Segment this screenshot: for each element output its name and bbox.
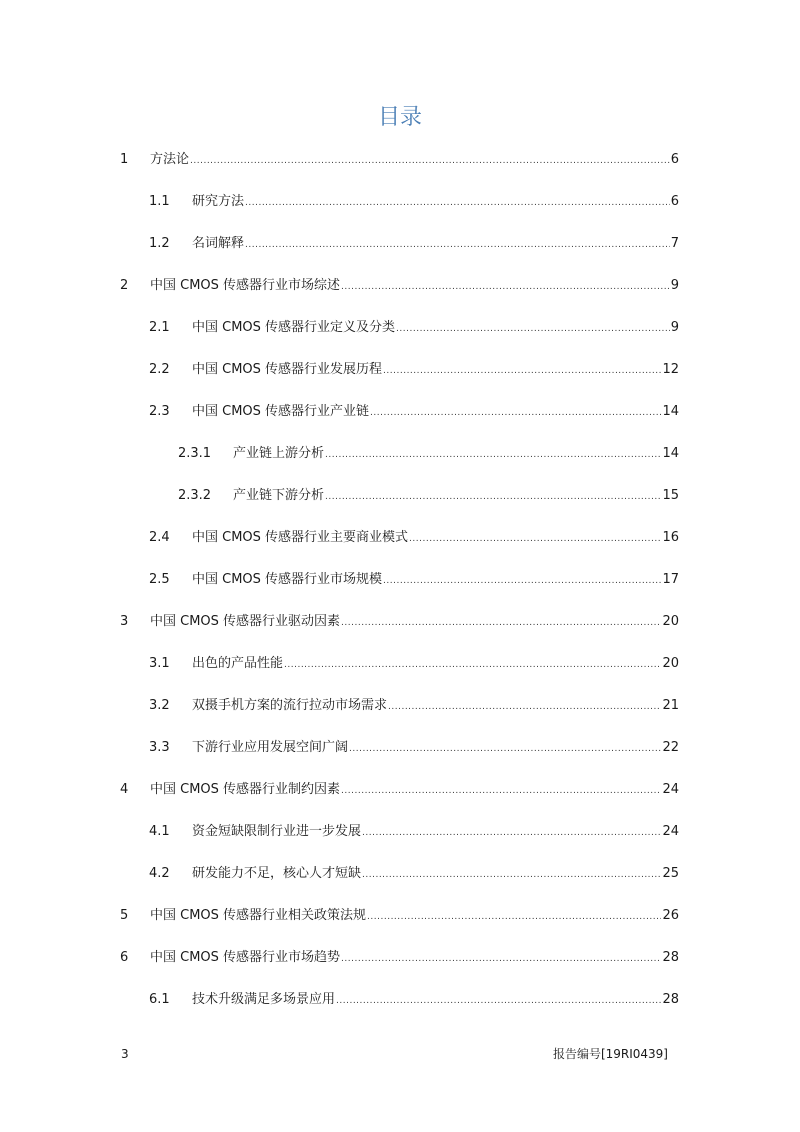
toc-entry-number: 3	[120, 614, 129, 629]
toc-entry-title: 中国 CMOS 传感器行业市场趋势	[150, 950, 341, 965]
toc-entry-page: 24	[662, 824, 679, 839]
toc-entry[interactable]	[120, 149, 679, 171]
toc-entry[interactable]	[149, 863, 679, 885]
toc-entry-page: 28	[662, 950, 679, 965]
toc-leader-dots	[388, 696, 661, 718]
toc-entry-title: 中国 CMOS 传感器行业市场规模	[192, 572, 383, 587]
toc-entry-page: 15	[662, 488, 679, 503]
toc-entry-number: 3.2	[149, 698, 170, 713]
toc-entry-number: 2.3	[149, 404, 170, 419]
toc-entry-number: 6	[120, 950, 129, 965]
toc-entry[interactable]	[120, 905, 679, 927]
toc-entry-page: 6	[670, 152, 679, 167]
toc-leader-dots	[284, 654, 661, 676]
toc-leader-dots	[325, 444, 661, 466]
toc-entry-title: 中国 CMOS 传感器行业相关政策法规	[150, 908, 367, 923]
toc-entry[interactable]	[149, 737, 679, 759]
toc-leader-dots	[362, 822, 661, 844]
toc-entry-title: 方法论	[150, 152, 190, 167]
toc-entry-page: 20	[662, 656, 679, 671]
toc-entry[interactable]	[149, 233, 679, 255]
toc-entry-page: 14	[662, 446, 679, 461]
toc-entry[interactable]	[149, 695, 679, 717]
toc-entry-page: 9	[670, 278, 679, 293]
toc-entry-page: 9	[670, 320, 679, 335]
toc-entry-number: 2.1	[149, 320, 170, 335]
toc-entry-number: 4	[120, 782, 129, 797]
toc-entry-page: 28	[662, 992, 679, 1007]
toc-entry[interactable]	[149, 821, 679, 843]
toc-entry[interactable]	[149, 527, 679, 549]
toc-leader-dots	[383, 360, 661, 382]
toc-entry-title: 中国 CMOS 传感器行业驱动因素	[150, 614, 341, 629]
toc-entry[interactable]	[178, 443, 679, 465]
toc-leader-dots	[367, 906, 661, 928]
toc-leader-dots	[245, 192, 670, 214]
toc-entry-title: 研发能力不足，核心人才短缺	[192, 866, 362, 881]
toc-entry[interactable]	[149, 359, 679, 381]
toc-entry-page: 7	[670, 236, 679, 251]
toc-leader-dots	[370, 402, 661, 424]
toc-entry-number: 1	[120, 152, 129, 167]
toc-entry-number: 2.2	[149, 362, 170, 377]
toc-entry-title: 中国 CMOS 传感器行业产业链	[192, 404, 370, 419]
toc-leader-dots	[349, 738, 661, 760]
toc-entry-title: 中国 CMOS 传感器行业发展历程	[192, 362, 383, 377]
toc-entry-page: 20	[662, 614, 679, 629]
toc-leader-dots	[362, 864, 661, 886]
toc-entry-number: 2.5	[149, 572, 170, 587]
toc-entry-number: 3.3	[149, 740, 170, 755]
toc-leader-dots	[409, 528, 661, 550]
toc-entry-page: 21	[662, 698, 679, 713]
toc-entry-number: 3.1	[149, 656, 170, 671]
toc-leader-dots	[396, 318, 670, 340]
toc-entry[interactable]	[120, 779, 679, 801]
toc-leader-dots	[383, 570, 661, 592]
toc-entry-title: 名词解释	[192, 236, 245, 251]
toc-entry-title: 中国 CMOS 传感器行业定义及分类	[192, 320, 396, 335]
toc-entry-title: 中国 CMOS 传感器行业制约因素	[150, 782, 341, 797]
toc-entry[interactable]	[120, 275, 679, 297]
toc-leader-dots	[336, 990, 661, 1012]
toc-entry-page: 22	[662, 740, 679, 755]
toc-entry[interactable]	[149, 989, 679, 1011]
report-code: 报告编号[19RI0439]	[552, 1047, 668, 1061]
toc-entry-number: 4.1	[149, 824, 170, 839]
toc-entry-page: 17	[662, 572, 679, 587]
toc-entry-number: 6.1	[149, 992, 170, 1007]
toc-leader-dots	[190, 150, 670, 172]
toc-entry-number: 2.3.1	[178, 446, 212, 461]
toc-entry-title: 资金短缺限制行业进一步发展	[192, 824, 362, 839]
toc-entry-title: 中国 CMOS 传感器行业市场综述	[150, 278, 341, 293]
toc-entry[interactable]	[149, 317, 679, 339]
toc-entry-number: 1.2	[149, 236, 170, 251]
toc-entry-title: 双摄手机方案的流行拉动市场需求	[192, 698, 388, 713]
toc-entry-title: 产业链上游分析	[233, 446, 325, 461]
toc-entry-title: 技术升级满足多场景应用	[192, 992, 336, 1007]
toc-entry-number: 5	[120, 908, 129, 923]
toc-entry-page: 14	[662, 404, 679, 419]
toc-entry-page: 12	[662, 362, 679, 377]
toc-entry-title: 出色的产品性能	[192, 656, 284, 671]
toc-leader-dots	[341, 948, 661, 970]
toc-leader-dots	[341, 612, 661, 634]
toc-entry-page: 25	[662, 866, 679, 881]
toc-entry[interactable]	[120, 947, 679, 969]
toc-entry-page: 26	[662, 908, 679, 923]
toc-entry-number: 2.3.2	[178, 488, 212, 503]
toc-entry-title: 产业链下游分析	[233, 488, 325, 503]
toc-entry-page: 6	[670, 194, 679, 209]
toc-entry-number: 1.1	[149, 194, 170, 209]
toc-leader-dots	[341, 276, 670, 298]
toc-title: 目录	[377, 105, 422, 130]
toc-leader-dots	[325, 486, 661, 508]
toc-entry-title: 研究方法	[192, 194, 245, 209]
toc-entry[interactable]	[149, 653, 679, 675]
toc-leader-dots	[245, 234, 670, 256]
toc-entry[interactable]	[178, 485, 679, 507]
page-number: 3	[121, 1047, 129, 1061]
toc-entry-number: 2	[120, 278, 129, 293]
toc-entry-page: 24	[662, 782, 679, 797]
toc-entry[interactable]	[149, 569, 679, 591]
toc-entry-number: 2.4	[149, 530, 170, 545]
toc-entry[interactable]	[149, 401, 679, 423]
toc-entry-title: 中国 CMOS 传感器行业主要商业模式	[192, 530, 409, 545]
toc-entry[interactable]	[149, 191, 679, 213]
toc-entry[interactable]	[120, 611, 679, 633]
toc-entry-title: 下游行业应用发展空间广阔	[192, 740, 349, 755]
toc-entry-number: 4.2	[149, 866, 170, 881]
toc-leader-dots	[341, 780, 661, 802]
toc-entry-page: 16	[662, 530, 679, 545]
